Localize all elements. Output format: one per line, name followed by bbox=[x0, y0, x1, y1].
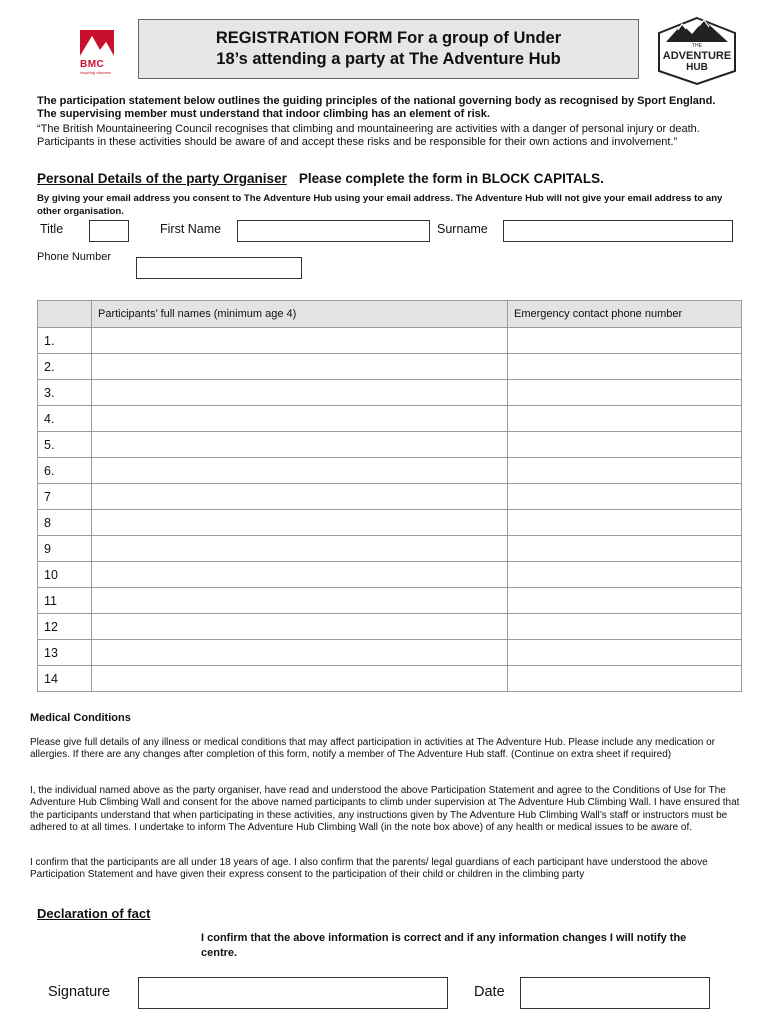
emergency-phone-cell[interactable] bbox=[508, 640, 742, 666]
table-row bbox=[38, 510, 742, 536]
participants-table bbox=[37, 300, 742, 692]
hub-logo-small: THE bbox=[692, 43, 702, 49]
form-title-line-2: 18’s attending a party at The Adventure Hub bbox=[216, 50, 561, 68]
table-row bbox=[38, 328, 742, 354]
declaration-heading: Declaration of fact bbox=[37, 906, 151, 921]
participation-statement: The participation statement below outlines the guiding principles of the national governing body as recognised by Sport England. The supervising member must understand that indoor climbing has an element of risk. bbox=[37, 95, 716, 120]
organiser-heading: Personal Details of the party Organiser bbox=[37, 171, 287, 186]
header-number bbox=[38, 301, 92, 328]
email-consent-text: By giving your email address you consent to The Adventure Hub using your email address. The Adventure Hub will not give your email address to any other organisation. bbox=[37, 193, 723, 217]
form-title bbox=[138, 19, 639, 79]
hub-logo-line1: ADVENTURE bbox=[662, 50, 732, 62]
bmc-quote: “The British Mountaineering Council recognises that climbing and mountaineering are activities with a danger of personal injury or death. Participants in these activities should be aware of and accept these risks and be responsible for their own actions and involvement.” bbox=[37, 123, 700, 148]
row-number: 7 bbox=[38, 484, 92, 510]
first-name-input[interactable] bbox=[237, 220, 430, 242]
table-row bbox=[38, 614, 742, 640]
participant-name-cell[interactable] bbox=[92, 484, 508, 510]
row-number: 10 bbox=[38, 562, 92, 588]
table-row bbox=[38, 588, 742, 614]
first-name-label: First Name bbox=[160, 222, 222, 236]
emergency-phone-cell[interactable] bbox=[508, 614, 742, 640]
age-confirmation: I confirm that the participants are all under 18 years of age. I also confirm that the parents/ legal guardians of each participant have understood the above Participation Statement and have given their express consent to the participation of their child or children in the climbing party bbox=[30, 857, 708, 881]
table-row bbox=[38, 484, 742, 510]
surname-input[interactable] bbox=[503, 220, 733, 242]
row-number: 12 bbox=[38, 614, 92, 640]
bmc-logo-text: BMC bbox=[80, 59, 105, 70]
table-header-row bbox=[38, 301, 742, 328]
table-row bbox=[38, 432, 742, 458]
phone-label: Phone Number bbox=[37, 251, 111, 263]
title-input[interactable] bbox=[89, 220, 129, 242]
emergency-phone-cell[interactable] bbox=[508, 588, 742, 614]
row-number: 4. bbox=[38, 406, 92, 432]
signature-input[interactable] bbox=[138, 977, 448, 1009]
surname-label: Surname bbox=[437, 222, 488, 236]
row-number: 11 bbox=[38, 588, 92, 614]
organiser-agreement: I, the individual named above as the party organiser, have read and understood the above Participation Statement and agree to the Conditions of Use for The Adventure Hub Climbing Wall and consent for the above named participants to climb under supervision at The Adventure Hub Climbing Wall. I have ensured that the participants understand that when participating in these activities, any instructions given by The Adventure Hub Climbing Wall’s staff or instructors must be adhered to at all times. I undertake to inform The Adventure Hub Climbing Wall (in the note box above) of any health or medical issues to be aware of. bbox=[30, 785, 740, 833]
declaration-text: I confirm that the above information is correct and if any information changes I will notify the centre. bbox=[201, 932, 687, 959]
hub-logo-line2: HUB bbox=[686, 62, 708, 73]
signature-label: Signature bbox=[48, 984, 111, 1000]
row-number: 3. bbox=[38, 380, 92, 406]
participant-name-cell[interactable] bbox=[92, 614, 508, 640]
badge-mountain-icon bbox=[666, 20, 728, 42]
date-label: Date bbox=[474, 984, 505, 1000]
emergency-phone-cell[interactable] bbox=[508, 510, 742, 536]
emergency-phone-cell[interactable] bbox=[508, 666, 742, 692]
organiser-section-heading bbox=[37, 171, 604, 186]
date-input[interactable] bbox=[520, 977, 710, 1009]
header-participant-name: Participants’ full names (minimum age 4) bbox=[92, 301, 508, 328]
emergency-phone-cell[interactable] bbox=[508, 354, 742, 380]
emergency-phone-cell[interactable] bbox=[508, 406, 742, 432]
form-title-line-1: REGISTRATION FORM For a group of Under bbox=[215, 29, 562, 47]
table-row bbox=[38, 562, 742, 588]
emergency-phone-cell[interactable] bbox=[508, 328, 742, 354]
participant-name-cell[interactable] bbox=[92, 458, 508, 484]
participant-name-cell[interactable] bbox=[92, 640, 508, 666]
row-number: 2. bbox=[38, 354, 92, 380]
medical-heading: Medical Conditions bbox=[30, 712, 131, 724]
row-number: 9 bbox=[38, 536, 92, 562]
emergency-phone-cell[interactable] bbox=[508, 432, 742, 458]
emergency-phone-cell[interactable] bbox=[508, 536, 742, 562]
table-row bbox=[38, 458, 742, 484]
row-number: 5. bbox=[38, 432, 92, 458]
table-row bbox=[38, 666, 742, 692]
participant-name-cell[interactable] bbox=[92, 380, 508, 406]
row-number: 14 bbox=[38, 666, 92, 692]
participant-name-cell[interactable] bbox=[92, 432, 508, 458]
row-number: 1. bbox=[38, 328, 92, 354]
participant-name-cell[interactable] bbox=[92, 406, 508, 432]
participant-name-cell[interactable] bbox=[92, 354, 508, 380]
participant-name-cell[interactable] bbox=[92, 562, 508, 588]
emergency-phone-cell[interactable] bbox=[508, 380, 742, 406]
emergency-phone-cell[interactable] bbox=[508, 562, 742, 588]
participant-name-cell[interactable] bbox=[92, 536, 508, 562]
row-number: 6. bbox=[38, 458, 92, 484]
table-row bbox=[38, 380, 742, 406]
table-row bbox=[38, 640, 742, 666]
participant-name-cell[interactable] bbox=[92, 666, 508, 692]
adventure-hub-logo bbox=[652, 16, 742, 86]
table-row bbox=[38, 354, 742, 380]
medical-instructions: Please give full details of any illness or medical conditions that may affect participation in activities at The Adventure Hub. Please include any medication or allergies. If there are any changes after completion of this form, notify a member of The Adventure Hub staff. (Continue on extra sheet if required) bbox=[30, 737, 716, 761]
participant-name-cell[interactable] bbox=[92, 510, 508, 536]
phone-input[interactable] bbox=[136, 257, 302, 279]
header-emergency-phone: Emergency contact phone number bbox=[508, 301, 742, 328]
emergency-phone-cell[interactable] bbox=[508, 484, 742, 510]
participant-name-cell[interactable] bbox=[92, 588, 508, 614]
bmc-logo-tagline: Inspiring climbers bbox=[80, 70, 112, 75]
table-row bbox=[38, 406, 742, 432]
row-number: 13 bbox=[38, 640, 92, 666]
participant-name-cell[interactable] bbox=[92, 328, 508, 354]
block-capitals-instruction: Please complete the form in BLOCK CAPITALS. bbox=[298, 171, 604, 186]
title-label: Title bbox=[40, 222, 64, 236]
row-number: 8 bbox=[38, 510, 92, 536]
table-row bbox=[38, 536, 742, 562]
emergency-phone-cell[interactable] bbox=[508, 458, 742, 484]
